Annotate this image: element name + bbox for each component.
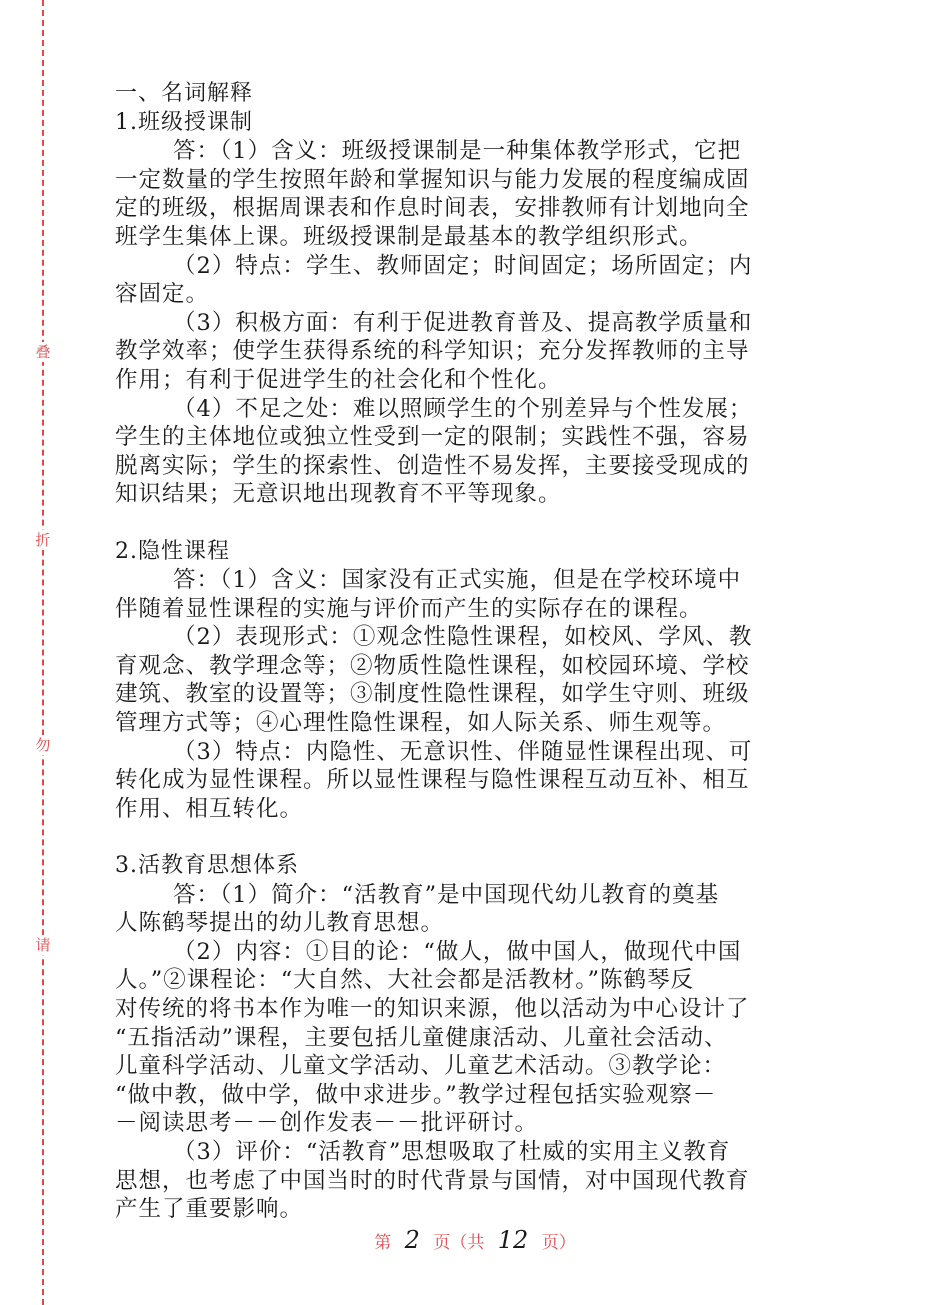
text-line: 转化成为显性课程。所以显性课程与隐性课程互动互补、相互 [115,767,750,794]
section-1 [115,109,825,509]
text-line: 育观念、教学理念等；②物质性隐性课程，如校园环境、学校 [115,652,750,679]
text-line: 人。”②课程论：“大自然、大社会都是活教材。”陈鹤琴反 [115,967,695,994]
text-line: 思想，也考虑了中国当时的时代背景与国情，对中国现代教育 [115,1167,750,1194]
section-title: 3.活教育思想体系 [115,853,299,879]
footer-prefix: 第 [374,1233,392,1253]
document-body [115,80,825,1224]
text-line: （3）评价：“活教育”思想吸取了杜威的实用主义教育 [173,1138,731,1165]
section-title: 2.隐性课程 [115,538,230,564]
text-line: 产生了重要影响。 [115,1196,304,1223]
text-line: （4）不足之处：难以照顾学生的个别差异与个性发展； [173,395,753,422]
page-number-footer [0,1226,950,1254]
text-line: 建筑、教室的设置等；③制度性隐性课程，如学生守则、班级 [115,681,750,708]
text-line: 伴随着显性课程的实施与评价而产生的实际存在的课程。 [115,595,703,622]
section-3 [115,852,825,1224]
text-line: 答：（1）含义：国家没有正式实施，但是在学校环境中 [173,567,742,594]
text-line: 容固定。 [115,281,210,308]
spacer [115,823,825,852]
text-line: 作用；有利于促进学生的社会化和个性化。 [115,366,562,393]
text-line: 脱离实际；学生的探索性、创造性不易发挥，主要接受现成的 [115,452,750,479]
text-line: 作用、相互转化。 [115,795,304,822]
text-line: （3）积极方面：有利于促进教育普及、提高教学质量和 [173,309,753,336]
text-line: （3）特点：内隐性、无意识性、伴随显性课程出现、可 [173,738,753,765]
text-line: 答：（1）简介：“活教育”是中国现代幼儿教育的奠基 [173,881,720,908]
text-line: “五指活动”课程，主要包括儿童健康活动、儿童社会活动、 [115,1024,728,1051]
text-line: －阅读思考－－创作发表－－批评研讨。 [115,1110,539,1137]
text-line: 学生的主体地位或独立性受到一定的限制；实践性不强，容易 [115,424,750,451]
text-line: 管理方式等；④心理性隐性课程，如人际关系、师生观等。 [115,710,727,737]
text-line: 知识结果；无意识地出现教育不平等现象。 [115,481,562,508]
section-title: 1.班级授课制 [115,109,253,135]
section-2 [115,538,825,824]
text-line: 人陈鹤琴提出的幼儿教育思想。 [115,910,445,937]
fold-char-zhe: 折 [33,530,53,550]
text-line: 定的班级，根据周课表和作息时间表，安排教师有计划地向全 [115,195,750,222]
text-line: 班学生集体上课。班级授课制是最基本的教学组织形式。 [115,223,703,250]
current-page-number: 2 [404,1226,420,1254]
text-line: （2）表现形式：①观念性隐性课程，如校风、学风、教 [173,624,753,651]
text-line: 一定数量的学生按照年龄和掌握知识与能力发展的程度编成固 [115,166,750,193]
total-page-number: 12 [497,1226,529,1254]
main-heading: 一、名词解释 [115,81,254,106]
footer-middle: 页（共 [433,1233,485,1253]
fold-char-wu: 勿 [33,735,53,755]
text-line: （2）内容：①目的论：“做人，做中国人，做现代中国 [173,938,742,965]
fold-char-qing: 请 [33,935,53,955]
text-line: 对传统的将书本作为唯一的知识来源，他以活动为中心设计了 [115,996,750,1022]
text-line: “做中教，做中学，做中求进步。”教学过程包括实验观察－ [115,1081,717,1108]
text-line: 答：（1）含义：班级授课制是一种集体教学形式，它把 [173,138,742,165]
fold-char-die: 叠 [33,342,53,362]
spacer [115,509,825,538]
text-line: 儿童科学活动、儿童文学活动、儿童艺术活动。③教学论： [115,1053,727,1080]
text-line: （2）特点：学生、教师固定；时间固定；场所固定；内 [173,252,753,279]
footer-suffix: 页） [541,1233,576,1253]
fold-line [42,0,44,1305]
text-line: 教学效率；使学生获得系统的科学知识；充分发挥教师的主导 [115,338,750,365]
